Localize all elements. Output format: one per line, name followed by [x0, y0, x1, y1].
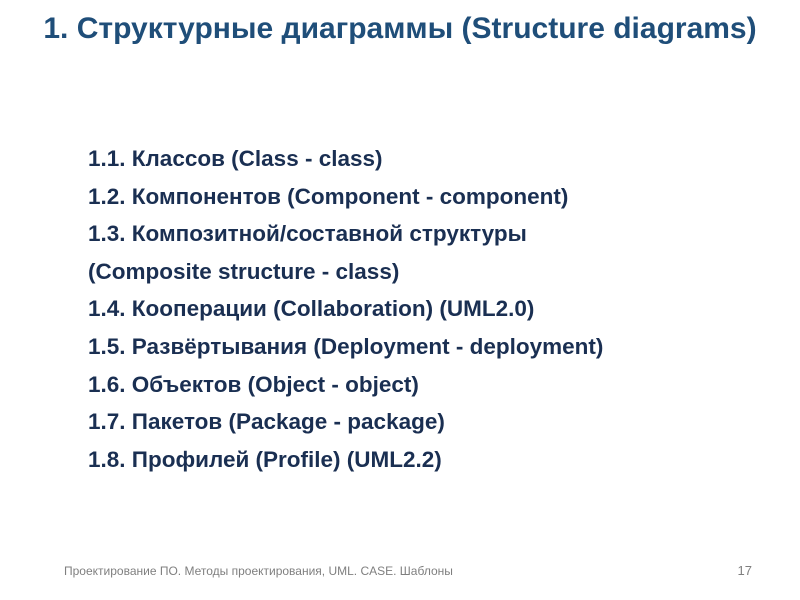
list-item-component: 1.2. Компонентов (Component - component) [88, 183, 569, 209]
list-item-deployment: 1.5. Развёртывания (Deployment - deployment) [88, 333, 604, 359]
page-number: 17 [737, 563, 752, 578]
list-item-profile: 1.8. Профилей (Profile) (UML2.2) [88, 446, 442, 472]
list-item-package: 1.7. Пакетов (Package - package) [88, 409, 445, 435]
slide-footer: Проектирование ПО. Методы проектирования, UML. CASE. Шаблоны [64, 564, 453, 578]
list-item-object: 1.6. Объектов (Object - object) [88, 371, 419, 397]
list-item-collaboration: 1.4. Кооперации (Collaboration) (UML2.0) [88, 296, 535, 322]
diagram-type-list [88, 140, 778, 478]
slide-title: 1. Структурные диаграммы (Structure diagrams) [43, 12, 757, 45]
list-item-class: 1.1. Классов (Class - class) [88, 146, 383, 171]
list-item-composite-structure: 1.3. Композитной/составной структуры [88, 221, 527, 247]
list-item-composite-structure-continued: (Composite structure - class) [88, 258, 400, 284]
